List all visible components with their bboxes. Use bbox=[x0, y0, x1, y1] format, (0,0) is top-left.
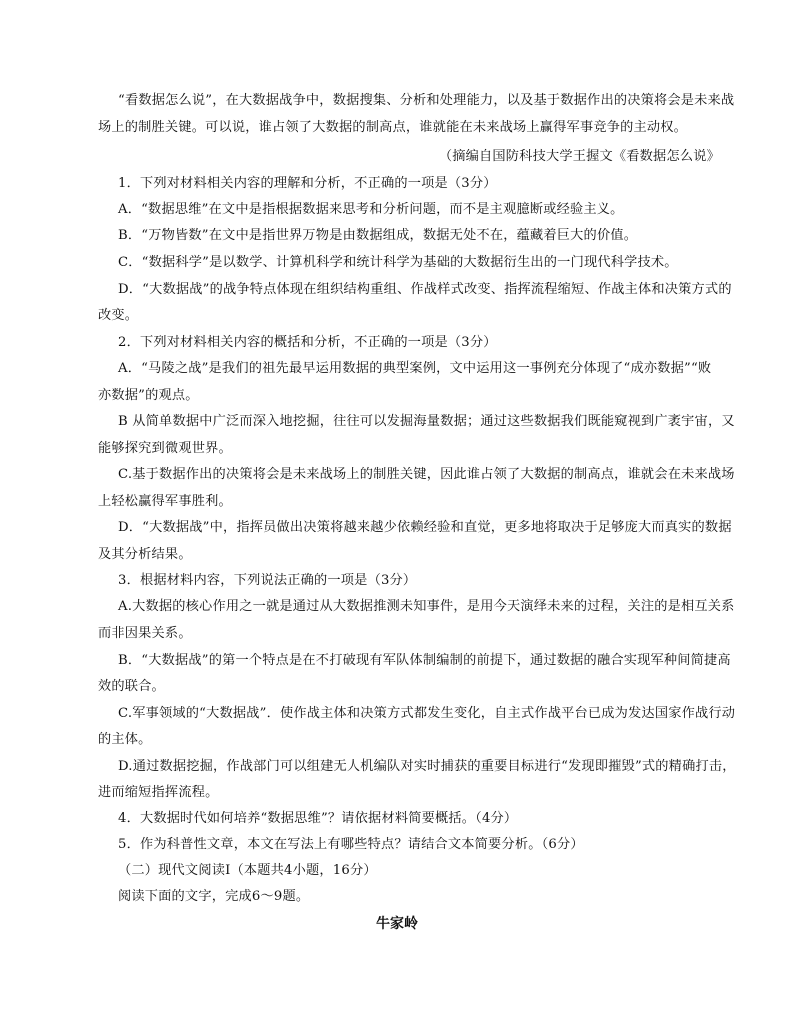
question-1-option-c: C．“数据科学”是以数学、计算机科学和统计科学为基础的大数据衍生出的一门现代科学技术。 bbox=[118, 255, 678, 270]
story-title: 牛家岭 bbox=[376, 916, 418, 932]
question-5: 5．作为科普性文章，本文在写法上有哪些特点？请结合文本简要分析。（6分） bbox=[118, 837, 584, 852]
question-3-option-c-cont: 的主体。 bbox=[98, 732, 152, 747]
question-2-option-c-cont: 上轻松赢得军事胜利。 bbox=[98, 494, 232, 509]
question-3-option-a: A.大数据的核心作用之一就是通过从大数据推测未知事件，是用今天演绎未来的过程，关注的是相互关系 bbox=[118, 599, 735, 614]
question-1-stem: 1．下列对材料相关内容的理解和分析，不正确的一项是（3分） bbox=[118, 176, 497, 191]
question-2-option-a: A．“马陵之战”是我们的祖先最早运用数据的典型案例，文中运用这一事例充分体现了“成亦数据”“败 bbox=[118, 361, 712, 376]
question-3-option-c: C.军事领域的“大数据战”．使作战主体和决策方式都发生变化，自主式作战平台已成为发达国家作战行动 bbox=[118, 706, 736, 721]
question-3-option-b: B．“大数据战”的第一个特点是在不打破现有军队体制编制的前提下，通过数据的融合实现军种间简捷高 bbox=[118, 653, 731, 668]
question-3-option-a-cont: 而非因果关系。 bbox=[98, 626, 192, 641]
passage-source: （摘编自国防科技大学王握文《看数据怎么说》 bbox=[438, 149, 720, 164]
question-1-option-b: B．“万物皆数”在文中是指世界万物是由数据组成，数据无处不在，蕴藏着巨大的价值。 bbox=[118, 228, 638, 243]
question-2-option-b: B 从简单数据中广泛而深入地挖掘，往往可以发掘海量数据；通过这些数据我们既能窥视到广袤宇宙，又 bbox=[118, 414, 735, 429]
question-1-option-a: A．“数据思维”在文中是指根据数据来思考和分析问题，而不是主观臆断或经验主义。 bbox=[118, 202, 624, 217]
question-2-option-d: D．“大数据战”中，指挥员做出决策将越来越少依赖经验和直觉，更多地将取决于足够庞大而真实的数据 bbox=[118, 520, 732, 535]
question-4: 4．大数据时代如何培养“数据思维”？请依据材料简要概括。（4分） bbox=[118, 811, 518, 826]
question-2-option-b-cont: 能够探究到微观世界。 bbox=[98, 441, 232, 456]
question-2-option-c: C.基于数据作出的决策将会是未来战场上的制胜关键，因此谁占领了大数据的制高点，谁就会在未来战场 bbox=[118, 467, 735, 482]
question-3-option-d: D.通过数据挖掘，作战部门可以组建无人机编队对实时捕获的重要目标进行“发现即摧毁”式的精确打击， bbox=[118, 759, 736, 774]
question-1-option-d: D．“大数据战”的战争特点体现在组织结构重组、作战样式改变、指挥流程缩短、作战主体和决策方式的 bbox=[118, 282, 732, 297]
question-2-option-d-cont: 及其分析结果。 bbox=[98, 547, 192, 562]
passage-line: 场上的制胜关键。可以说，谁占领了大数据的制高点，谁就能在未来战场上赢得军事竞争的主动权。 bbox=[98, 120, 688, 135]
question-2-option-a-cont: 亦数据”的观点。 bbox=[98, 388, 199, 403]
question-2-stem: 2．下列对材料相关内容的概括和分析，不正确的一项是（3分） bbox=[118, 335, 497, 350]
passage-line: “看数据怎么说”，在大数据战争中，数据搜集、分析和处理能力，以及基于数据作出的决策将会是未来战 bbox=[118, 93, 735, 108]
question-3-stem: 3．根据材料内容，下列说法正确的一项是（3分） bbox=[118, 573, 417, 588]
question-1-option-d-cont: 改变。 bbox=[98, 308, 139, 323]
question-3-option-b-cont: 效的联合。 bbox=[98, 679, 165, 694]
question-3-option-d-cont: 进而缩短指挥流程。 bbox=[98, 785, 219, 800]
section-heading: （二）现代文阅读Ⅰ（本题共4小题，16分） bbox=[118, 863, 377, 878]
section-instruction: 阅读下面的文字，完成6～9题。 bbox=[118, 889, 310, 904]
